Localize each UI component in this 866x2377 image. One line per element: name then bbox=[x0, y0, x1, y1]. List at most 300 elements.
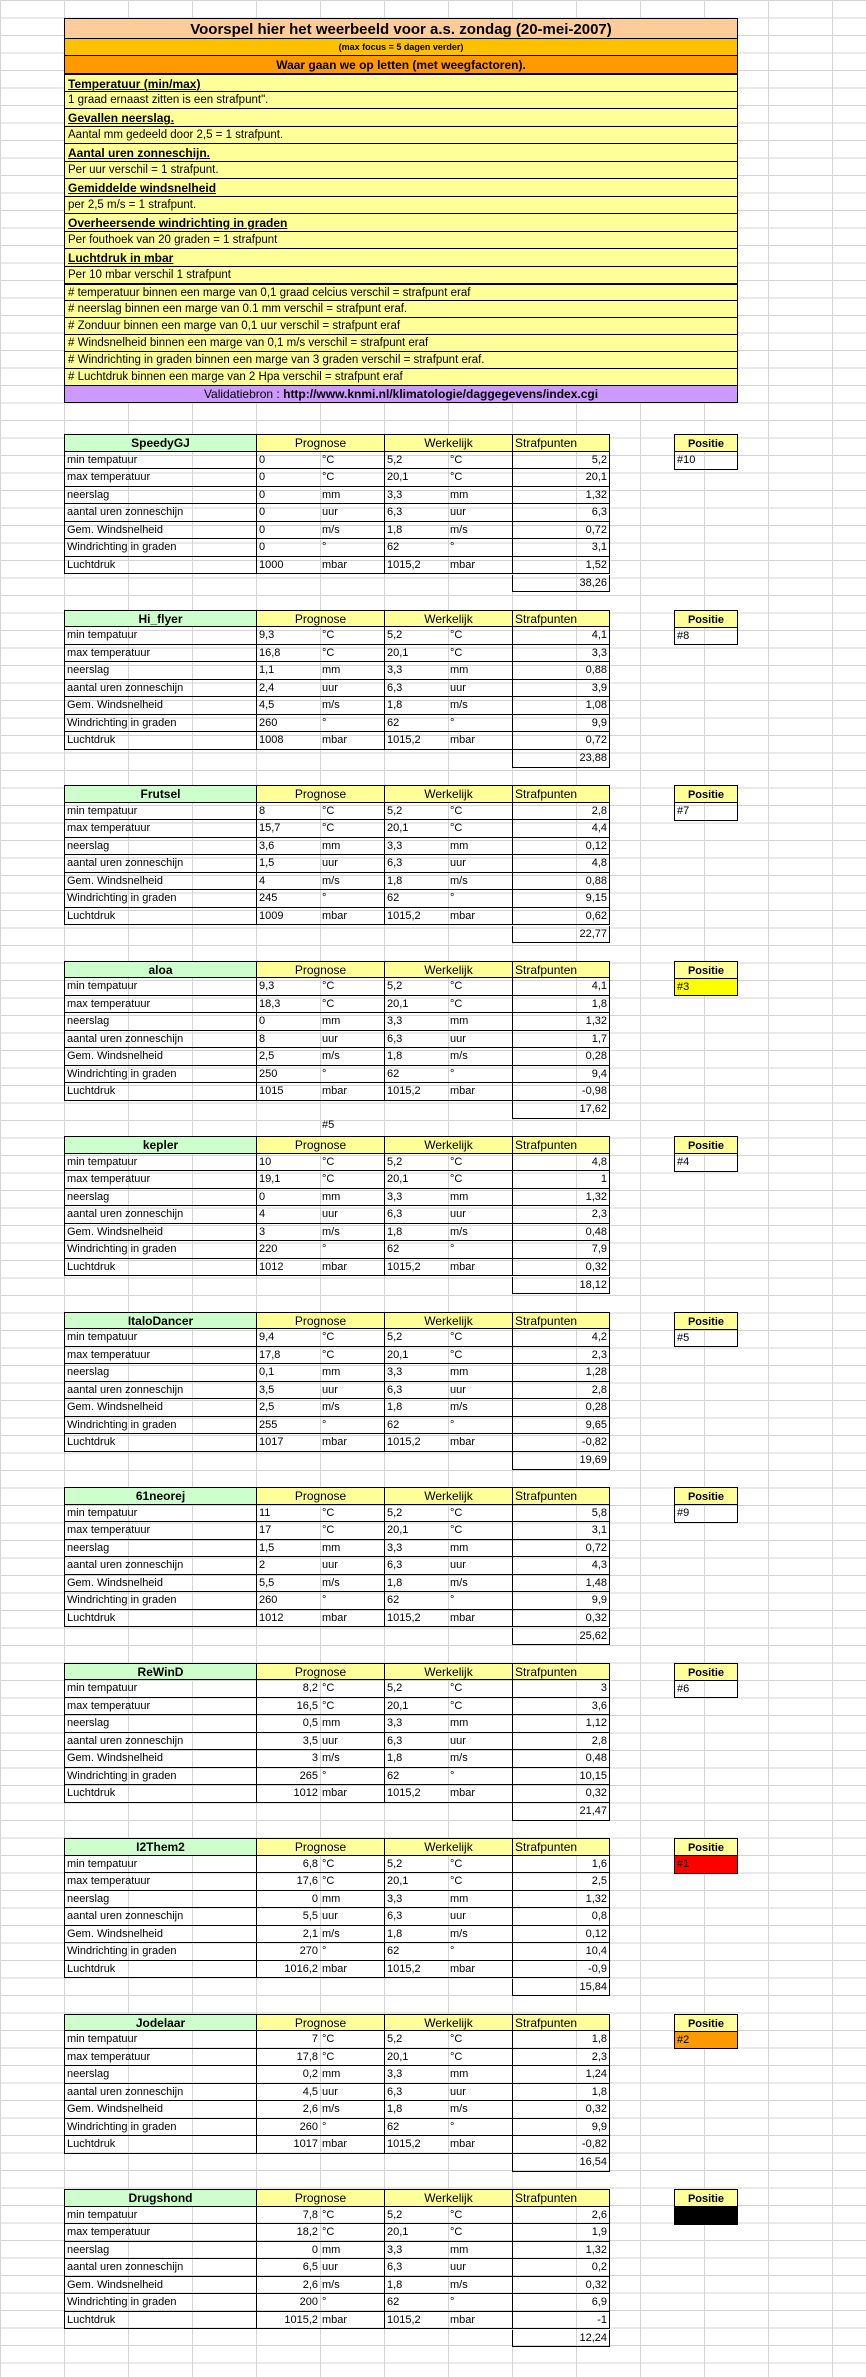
strafpunten-value: 3,3 bbox=[512, 645, 610, 663]
row-label: Gem. Windsnelheid bbox=[64, 1750, 256, 1768]
table-row bbox=[64, 539, 610, 557]
strafpunten-value: 0,62 bbox=[512, 908, 610, 926]
prognose-value[interactable]: 0 bbox=[256, 2242, 320, 2260]
table-row bbox=[64, 645, 610, 663]
strafpunten-value: 2,8 bbox=[512, 1733, 610, 1751]
table-row bbox=[64, 1031, 610, 1049]
prognose-unit: mm bbox=[320, 1891, 384, 1909]
werkelijk-unit: mbar bbox=[448, 557, 512, 575]
strafpunten-value: 2,8 bbox=[512, 1382, 610, 1400]
werkelijk-value: 62 bbox=[384, 890, 448, 908]
row-label: aantal uren zonneschijn bbox=[64, 2084, 256, 2102]
prognose-value[interactable]: 11 bbox=[256, 1505, 320, 1523]
werkelijk-unit: °C bbox=[448, 645, 512, 663]
prognose-value[interactable]: 17,8 bbox=[256, 2049, 320, 2067]
positie-value[interactable]: #8 bbox=[674, 628, 738, 646]
werkelijk-unit: °C bbox=[448, 1505, 512, 1523]
positie-value[interactable]: #10 bbox=[674, 452, 738, 470]
prognose-value[interactable]: 2,4 bbox=[256, 680, 320, 698]
positie-header: Positie bbox=[674, 2014, 738, 2032]
positie-header: Positie bbox=[674, 1136, 738, 1154]
prognose-value[interactable]: 0,5 bbox=[256, 1715, 320, 1733]
row-label: Luchtdruk bbox=[64, 1785, 256, 1803]
prognose-value[interactable]: 1008 bbox=[256, 732, 320, 750]
prognose-value[interactable]: 1012 bbox=[256, 1610, 320, 1628]
strafpunten-total: 12,24 bbox=[512, 2330, 610, 2348]
positie-value[interactable]: #2 bbox=[674, 2032, 738, 2050]
prognose-value[interactable]: 0 bbox=[256, 487, 320, 505]
table-row bbox=[64, 1364, 610, 1382]
prognose-unit: °C bbox=[320, 469, 384, 487]
row-label: neerslag bbox=[64, 1364, 256, 1382]
werkelijk-value: 1015,2 bbox=[384, 732, 448, 750]
prognose-value[interactable]: 4 bbox=[256, 1206, 320, 1224]
prognose-value[interactable]: 9,3 bbox=[256, 627, 320, 645]
werkelijk-value: 5,2 bbox=[384, 803, 448, 821]
strafpunten-value: 4,1 bbox=[512, 978, 610, 996]
prognose-value[interactable]: 19,1 bbox=[256, 1171, 320, 1189]
table-row bbox=[64, 715, 610, 733]
prognose-value[interactable]: 18,2 bbox=[256, 2224, 320, 2242]
row-label: neerslag bbox=[64, 1891, 256, 1909]
werkelijk-value: 1015,2 bbox=[384, 2312, 448, 2330]
prognose-value[interactable]: 1012 bbox=[256, 1785, 320, 1803]
prognose-value[interactable]: 2,1 bbox=[256, 1926, 320, 1944]
table-row bbox=[64, 1891, 610, 1909]
prognose-value[interactable]: 16,5 bbox=[256, 1698, 320, 1716]
table-row bbox=[64, 1329, 610, 1347]
werkelijk-unit: ° bbox=[448, 1768, 512, 1786]
prognose-unit: mm bbox=[320, 2066, 384, 2084]
rule-description: per 2,5 m/s = 1 strafpunt. bbox=[64, 197, 738, 214]
strafpunten-value: 4,4 bbox=[512, 820, 610, 838]
prognose-unit: mbar bbox=[320, 1434, 384, 1452]
table-row bbox=[64, 1557, 610, 1575]
werkelijk-value: 20,1 bbox=[384, 645, 448, 663]
werkelijk-unit: mbar bbox=[448, 1610, 512, 1628]
prognose-unit: ° bbox=[320, 1943, 384, 1961]
werkelijk-unit: uur bbox=[448, 1382, 512, 1400]
positie-box bbox=[674, 1136, 738, 1172]
forecast-table-header bbox=[64, 610, 610, 628]
prognose-unit: °C bbox=[320, 996, 384, 1014]
table-row bbox=[64, 1399, 610, 1417]
strafpunten-value: 2,8 bbox=[512, 803, 610, 821]
werkelijk-value: 20,1 bbox=[384, 469, 448, 487]
row-label: max temperatuur bbox=[64, 1347, 256, 1365]
strafpunten-header: Strafpunten bbox=[512, 785, 610, 803]
werkelijk-unit: ° bbox=[448, 539, 512, 557]
werkelijk-value: 62 bbox=[384, 1943, 448, 1961]
prognose-value[interactable]: 3 bbox=[256, 1750, 320, 1768]
forecast-table-header bbox=[64, 1487, 610, 1505]
prognose-unit: °C bbox=[320, 452, 384, 470]
prognose-unit: ° bbox=[320, 890, 384, 908]
prognose-value[interactable]: 265 bbox=[256, 1768, 320, 1786]
prognose-value[interactable]: 0 bbox=[256, 522, 320, 540]
prognose-value[interactable]: 17,6 bbox=[256, 1873, 320, 1891]
werkelijk-value: 1,8 bbox=[384, 1926, 448, 1944]
validation-link[interactable]: http://www.knmi.nl/klimatologie/daggegevens/index.cgi bbox=[283, 387, 599, 401]
strafpunten-value: 3,9 bbox=[512, 680, 610, 698]
prognose-value[interactable]: 18,3 bbox=[256, 996, 320, 1014]
positie-value[interactable]: #3 bbox=[674, 979, 738, 997]
prognose-unit: mm bbox=[320, 487, 384, 505]
positie-value[interactable]: #5 bbox=[674, 1330, 738, 1348]
row-label: neerslag bbox=[64, 662, 256, 680]
prognose-header: Prognose bbox=[256, 2014, 384, 2032]
prognose-value[interactable]: 2,6 bbox=[256, 2101, 320, 2119]
werkelijk-value: 6,3 bbox=[384, 1557, 448, 1575]
prognose-unit: °C bbox=[320, 1329, 384, 1347]
strafpunten-value: -0,82 bbox=[512, 2136, 610, 2154]
prognose-value[interactable]: 255 bbox=[256, 1417, 320, 1435]
werkelijk-unit: m/s bbox=[448, 1224, 512, 1242]
prognose-value[interactable]: 1015,2 bbox=[256, 2312, 320, 2330]
prognose-value[interactable]: 10 bbox=[256, 1154, 320, 1172]
werkelijk-unit: mm bbox=[448, 487, 512, 505]
prognose-value[interactable]: 4,5 bbox=[256, 2084, 320, 2102]
prognose-value[interactable]: 3 bbox=[256, 1224, 320, 1242]
row-label: max temperatuur bbox=[64, 1171, 256, 1189]
werkelijk-unit: ° bbox=[448, 890, 512, 908]
strafpunten-header: Strafpunten bbox=[512, 2014, 610, 2032]
werkelijk-value: 20,1 bbox=[384, 1698, 448, 1716]
table-row bbox=[64, 2084, 610, 2102]
werkelijk-value: 6,3 bbox=[384, 1031, 448, 1049]
strafpunten-value: 4,3 bbox=[512, 1557, 610, 1575]
row-label: neerslag bbox=[64, 2066, 256, 2084]
strafpunten-total: 17,62 bbox=[512, 1101, 610, 1119]
row-label: Gem. Windsnelheid bbox=[64, 697, 256, 715]
row-label: aantal uren zonneschijn bbox=[64, 1733, 256, 1751]
prognose-unit: mbar bbox=[320, 732, 384, 750]
positie-value[interactable]: #4 bbox=[674, 1154, 738, 1172]
werkelijk-value: 3,3 bbox=[384, 1364, 448, 1382]
page-subtitle: (max focus = 5 dagen verder) bbox=[64, 39, 738, 56]
prognose-value[interactable]: 8,2 bbox=[256, 1680, 320, 1698]
prognose-value[interactable]: 245 bbox=[256, 890, 320, 908]
prognose-value[interactable]: 0 bbox=[256, 1891, 320, 1909]
row-label: Windrichting in graden bbox=[64, 2294, 256, 2312]
margin-note: # Windsnelheid binnen een marge van 0,1 m/s verschil = strafpunt eraf bbox=[64, 335, 738, 352]
table-row bbox=[64, 452, 610, 470]
table-row bbox=[64, 1540, 610, 1558]
forecast-table bbox=[64, 1838, 610, 1993]
prognose-value[interactable]: 8 bbox=[256, 1031, 320, 1049]
strafpunten-value: 1,32 bbox=[512, 487, 610, 505]
strafpunten-value: -0,98 bbox=[512, 1083, 610, 1101]
table-row bbox=[64, 1434, 610, 1452]
positie-value[interactable]: #7 bbox=[674, 803, 738, 821]
prognose-unit: °C bbox=[320, 1873, 384, 1891]
prognose-unit: °C bbox=[320, 1680, 384, 1698]
prognose-value[interactable]: 4 bbox=[256, 873, 320, 891]
table-row bbox=[64, 2294, 610, 2312]
prognose-value[interactable]: 5,5 bbox=[256, 1908, 320, 1926]
row-label: max temperatuur bbox=[64, 820, 256, 838]
strafpunten-value: 0,28 bbox=[512, 1048, 610, 1066]
prognose-value[interactable]: 16,8 bbox=[256, 645, 320, 663]
werkelijk-unit: ° bbox=[448, 1241, 512, 1259]
table-row bbox=[64, 680, 610, 698]
positie-header: Positie bbox=[674, 434, 738, 452]
positie-value[interactable]: #1 bbox=[674, 1856, 738, 1874]
rule-description: Aantal mm gedeeld door 2,5 = 1 strafpunt. bbox=[64, 127, 738, 144]
werkelijk-header: Werkelijk bbox=[384, 1838, 512, 1856]
table-row bbox=[64, 1382, 610, 1400]
prognose-value[interactable]: 15,7 bbox=[256, 820, 320, 838]
prognose-value[interactable]: 270 bbox=[256, 1943, 320, 1961]
forecast-table bbox=[64, 434, 610, 589]
prognose-value[interactable]: 1015 bbox=[256, 1083, 320, 1101]
row-label: Windrichting in graden bbox=[64, 1066, 256, 1084]
strafpunten-value: 1,48 bbox=[512, 1575, 610, 1593]
prognose-value[interactable]: 3,6 bbox=[256, 838, 320, 856]
prognose-value[interactable]: 4,5 bbox=[256, 697, 320, 715]
prognose-value[interactable]: 0 bbox=[256, 539, 320, 557]
strafpunten-value: -0,82 bbox=[512, 1434, 610, 1452]
strafpunten-header: Strafpunten bbox=[512, 434, 610, 452]
prognose-unit: °C bbox=[320, 645, 384, 663]
werkelijk-unit: °C bbox=[448, 1171, 512, 1189]
prognose-unit: ° bbox=[320, 2119, 384, 2137]
werkelijk-unit: uur bbox=[448, 1908, 512, 1926]
row-label: Gem. Windsnelheid bbox=[64, 522, 256, 540]
table-row bbox=[64, 2049, 610, 2067]
werkelijk-header: Werkelijk bbox=[384, 1136, 512, 1154]
row-label: neerslag bbox=[64, 2242, 256, 2260]
validation-source: Validatiebron : http://www.knmi.nl/klimatologie/daggegevens/index.cgi bbox=[64, 386, 738, 403]
strafpunten-value: 4,8 bbox=[512, 855, 610, 873]
strafpunten-value: 1,32 bbox=[512, 1013, 610, 1031]
prognose-unit: uur bbox=[320, 2259, 384, 2277]
strafpunten-value: 1,28 bbox=[512, 1364, 610, 1382]
prognose-unit: °C bbox=[320, 803, 384, 821]
row-label: Gem. Windsnelheid bbox=[64, 1048, 256, 1066]
prognose-value[interactable]: 1,5 bbox=[256, 1540, 320, 1558]
prognose-value[interactable]: 8 bbox=[256, 803, 320, 821]
row-label: Windrichting in graden bbox=[64, 1943, 256, 1961]
werkelijk-unit: °C bbox=[448, 2049, 512, 2067]
table-row bbox=[64, 2119, 610, 2137]
werkelijk-unit: uur bbox=[448, 1557, 512, 1575]
prognose-value[interactable]: 0,2 bbox=[256, 2066, 320, 2084]
strafpunten-value: 2,3 bbox=[512, 1347, 610, 1365]
prognose-value[interactable]: 2,6 bbox=[256, 2277, 320, 2295]
rule-category: Temperatuur (min/max) bbox=[64, 74, 738, 92]
rule-category: Gevallen neerslag. bbox=[64, 109, 738, 127]
prognose-value[interactable]: 250 bbox=[256, 1066, 320, 1084]
prognose-value[interactable]: 3,5 bbox=[256, 1733, 320, 1751]
werkelijk-value: 20,1 bbox=[384, 2224, 448, 2242]
strafpunten-value: 1,8 bbox=[512, 2031, 610, 2049]
prognose-value[interactable]: 17,8 bbox=[256, 1347, 320, 1365]
werkelijk-header: Werkelijk bbox=[384, 1663, 512, 1681]
prognose-unit: mbar bbox=[320, 908, 384, 926]
werkelijk-value: 3,3 bbox=[384, 487, 448, 505]
prognose-value[interactable]: 9,3 bbox=[256, 978, 320, 996]
row-label: min tempatuur bbox=[64, 1505, 256, 1523]
strafpunten-value: 0,72 bbox=[512, 1540, 610, 1558]
prognose-value[interactable]: 1000 bbox=[256, 557, 320, 575]
prognose-unit: °C bbox=[320, 1171, 384, 1189]
strafpunten-value: 0,8 bbox=[512, 1908, 610, 1926]
werkelijk-value: 5,2 bbox=[384, 2031, 448, 2049]
prognose-value[interactable]: 2,5 bbox=[256, 1399, 320, 1417]
prognose-unit: °C bbox=[320, 2031, 384, 2049]
prognose-value[interactable]: 1017 bbox=[256, 2136, 320, 2154]
werkelijk-value: 62 bbox=[384, 715, 448, 733]
werkelijk-unit: uur bbox=[448, 1031, 512, 1049]
strafpunten-value: 0,72 bbox=[512, 732, 610, 750]
prognose-value[interactable]: 220 bbox=[256, 1241, 320, 1259]
prognose-value[interactable]: 200 bbox=[256, 2294, 320, 2312]
prognose-unit: mbar bbox=[320, 557, 384, 575]
prognose-value[interactable]: 0 bbox=[256, 469, 320, 487]
row-label: max temperatuur bbox=[64, 1698, 256, 1716]
prognose-unit: °C bbox=[320, 1856, 384, 1874]
prognose-unit: uur bbox=[320, 2084, 384, 2102]
prognose-value[interactable]: 0,1 bbox=[256, 1364, 320, 1382]
forecast-table bbox=[64, 1312, 610, 1466]
prognose-value[interactable]: 260 bbox=[256, 1592, 320, 1610]
positie-value[interactable]: #9 bbox=[674, 1505, 738, 1523]
werkelijk-value: 1,8 bbox=[384, 873, 448, 891]
table-row bbox=[64, 487, 610, 505]
werkelijk-unit: ° bbox=[448, 1417, 512, 1435]
prognose-value[interactable]: 9,4 bbox=[256, 1329, 320, 1347]
rule-category: Aantal uren zonneschijn. bbox=[64, 144, 738, 162]
prognose-value[interactable]: 6,5 bbox=[256, 2259, 320, 2277]
prognose-value[interactable]: 260 bbox=[256, 2119, 320, 2137]
werkelijk-unit: ° bbox=[448, 1943, 512, 1961]
werkelijk-unit: mm bbox=[448, 1540, 512, 1558]
table-row bbox=[64, 732, 610, 750]
prognose-value[interactable]: 0 bbox=[256, 504, 320, 522]
werkelijk-value: 1,8 bbox=[384, 1750, 448, 1768]
positie-box bbox=[674, 785, 738, 821]
prognose-value[interactable]: 7 bbox=[256, 2031, 320, 2049]
prognose-value[interactable]: 1016,2 bbox=[256, 1961, 320, 1979]
strafpunten-total: 21,47 bbox=[512, 1803, 610, 1821]
prognose-value[interactable]: 2 bbox=[256, 1557, 320, 1575]
row-label: Gem. Windsnelheid bbox=[64, 1926, 256, 1944]
strafpunten-header: Strafpunten bbox=[512, 1312, 610, 1330]
werkelijk-unit: mbar bbox=[448, 1083, 512, 1101]
forecast-table bbox=[64, 1136, 610, 1291]
row-label: neerslag bbox=[64, 1540, 256, 1558]
row-label: Gem. Windsnelheid bbox=[64, 2277, 256, 2295]
werkelijk-unit: uur bbox=[448, 855, 512, 873]
strafpunten-value: 5,2 bbox=[512, 452, 610, 470]
participant-name: Jodelaar bbox=[64, 2014, 256, 2032]
table-row bbox=[64, 1873, 610, 1891]
werkelijk-value: 62 bbox=[384, 1417, 448, 1435]
prognose-value[interactable]: 0 bbox=[256, 1189, 320, 1207]
werkelijk-unit: mm bbox=[448, 2242, 512, 2260]
strafpunten-total: 38,26 bbox=[512, 575, 610, 593]
table-row bbox=[64, 1575, 610, 1593]
prognose-unit: mbar bbox=[320, 1083, 384, 1101]
prognose-unit: mm bbox=[320, 1364, 384, 1382]
werkelijk-unit: ° bbox=[448, 1592, 512, 1610]
werkelijk-value: 3,3 bbox=[384, 1013, 448, 1031]
werkelijk-unit: mm bbox=[448, 2066, 512, 2084]
prognose-header: Prognose bbox=[256, 434, 384, 452]
prognose-unit: m/s bbox=[320, 1575, 384, 1593]
prognose-value[interactable]: 0 bbox=[256, 452, 320, 470]
forecast-table bbox=[64, 785, 610, 940]
positie-box bbox=[674, 2014, 738, 2050]
prognose-unit: uur bbox=[320, 1733, 384, 1751]
werkelijk-unit: °C bbox=[448, 820, 512, 838]
row-label: max temperatuur bbox=[64, 1522, 256, 1540]
prognose-value[interactable]: 0 bbox=[256, 1013, 320, 1031]
strafpunten-value: 1,52 bbox=[512, 557, 610, 575]
strafpunten-header: Strafpunten bbox=[512, 1663, 610, 1681]
prognose-value[interactable]: 260 bbox=[256, 715, 320, 733]
werkelijk-unit: °C bbox=[448, 1329, 512, 1347]
werkelijk-unit: m/s bbox=[448, 522, 512, 540]
row-label: Windrichting in graden bbox=[64, 715, 256, 733]
prognose-value[interactable]: 6,8 bbox=[256, 1856, 320, 1874]
positie-header: Positie bbox=[674, 1487, 738, 1505]
table-row bbox=[64, 627, 610, 645]
table-row bbox=[64, 2224, 610, 2242]
table-row bbox=[64, 1908, 610, 1926]
prognose-unit: mbar bbox=[320, 1610, 384, 1628]
prognose-value[interactable]: 1,1 bbox=[256, 662, 320, 680]
prognose-value[interactable]: 1012 bbox=[256, 1259, 320, 1277]
werkelijk-value: 5,2 bbox=[384, 1856, 448, 1874]
positie-value[interactable]: #6 bbox=[674, 1681, 738, 1699]
positie-value[interactable] bbox=[674, 2207, 738, 2225]
forecast-table-header bbox=[64, 961, 610, 979]
prognose-value[interactable]: 5,5 bbox=[256, 1575, 320, 1593]
forecast-table bbox=[64, 610, 610, 764]
strafpunten-value: 1,08 bbox=[512, 697, 610, 715]
prognose-value[interactable]: 1009 bbox=[256, 908, 320, 926]
strafpunten-value: 1,32 bbox=[512, 1891, 610, 1909]
werkelijk-value: 6,3 bbox=[384, 504, 448, 522]
prognose-value[interactable]: 1,5 bbox=[256, 855, 320, 873]
werkelijk-unit: °C bbox=[448, 627, 512, 645]
prognose-value[interactable]: 3,5 bbox=[256, 1382, 320, 1400]
prognose-unit: m/s bbox=[320, 1224, 384, 1242]
table-row bbox=[64, 996, 610, 1014]
werkelijk-unit: mbar bbox=[448, 1785, 512, 1803]
strafpunten-value: 1,32 bbox=[512, 1189, 610, 1207]
row-label: Luchtdruk bbox=[64, 1434, 256, 1452]
prognose-value[interactable]: 1017 bbox=[256, 1434, 320, 1452]
prognose-value[interactable]: 17 bbox=[256, 1522, 320, 1540]
werkelijk-value: 62 bbox=[384, 1768, 448, 1786]
werkelijk-unit: mm bbox=[448, 662, 512, 680]
werkelijk-value: 20,1 bbox=[384, 1522, 448, 1540]
prognose-unit: mm bbox=[320, 838, 384, 856]
row-label: Luchtdruk bbox=[64, 557, 256, 575]
prognose-value[interactable]: 2,5 bbox=[256, 1048, 320, 1066]
rule-description: Per uur verschil = 1 strafpunt. bbox=[64, 162, 738, 179]
prognose-unit: ° bbox=[320, 1241, 384, 1259]
table-row bbox=[64, 838, 610, 856]
prognose-value[interactable]: 7,8 bbox=[256, 2207, 320, 2225]
row-label: Luchtdruk bbox=[64, 2136, 256, 2154]
table-row bbox=[64, 1347, 610, 1365]
table-row bbox=[64, 803, 610, 821]
strafpunten-total: 18,12 bbox=[512, 1277, 610, 1295]
